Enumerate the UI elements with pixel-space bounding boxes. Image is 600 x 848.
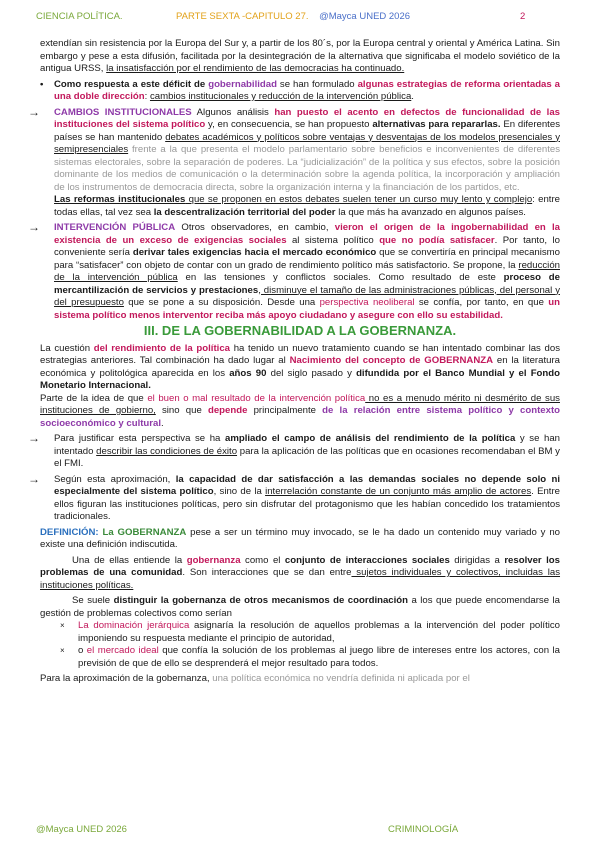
arrow-icon: → xyxy=(28,220,40,234)
text: que se convertiría en principal mecanismo para “satisfacer” con objeto de contar con un grado de rendimiento político más satisfactorio. Se propone, la xyxy=(54,247,561,271)
arrow-icon: → xyxy=(28,104,40,119)
text: para la aplicación de las políticas que en ocasiones recomendaban el BM y el FMI. xyxy=(54,445,560,469)
text-bold: proceso de mercantilización de servicios y prestaciones xyxy=(54,272,560,296)
highlight-depende: depende xyxy=(207,405,248,416)
text: Otros observadores, en cambio, xyxy=(175,222,335,233)
term-gobernabilidad: gobernabilidad xyxy=(208,78,277,90)
text: . Entre ellos figuran las instituciones políticas, pero sin disfrutar del protagonismo que les habían concedido los tratamientos tradicionales. xyxy=(54,486,560,522)
cross-icon: × xyxy=(60,621,65,630)
text: , sino de la xyxy=(213,486,266,497)
text-grey: una política económica no vendría definida ni aplicada por el xyxy=(212,673,470,684)
text: se han formulado xyxy=(276,78,358,90)
text: . Son interacciones que se dan entre xyxy=(182,567,352,578)
list-item-hierarchy xyxy=(40,620,560,645)
text: ha tenido un nuevo tratamiento cuando se han intentado combinar las dos estrategias anteriores. Tal combinación ha dado lugar al xyxy=(40,342,560,366)
text-underlined: describir las condiciones de éxito xyxy=(96,445,238,457)
bullet-icon: • xyxy=(40,78,44,90)
highlight-neoliberal: perspectiva neoliberal xyxy=(319,297,415,308)
text: Para justificar esta perspectiva se ha xyxy=(54,433,225,444)
text-underlined: , disminuye el tamaño de las administraciones públicas, del personal y del presupuesto xyxy=(54,284,560,308)
paragraph-interactions xyxy=(40,555,560,593)
bullet-response xyxy=(40,79,560,104)
text: . Por tanto, lo conveniente sería xyxy=(54,234,560,258)
highlight-rendimiento: del rendimiento de la política xyxy=(93,342,231,354)
term-gobernanza: GOBERNANZA xyxy=(424,355,494,366)
highlight-nacimiento: Nacimiento del concepto de xyxy=(289,355,421,366)
paragraph-idea xyxy=(40,393,560,431)
text: Se suele xyxy=(72,595,114,606)
arrow-item-justify xyxy=(28,431,561,471)
text-underlined: cambios institucionales y reducción de la intervención pública xyxy=(149,91,412,102)
highlight-system: un sistema político menos interventor reciba más apoyo ciudadano y asegure con ello su estabilidad. xyxy=(54,297,560,321)
page-body xyxy=(28,38,561,686)
paragraph-distinguish xyxy=(40,595,560,620)
highlight-mercado: el mercado ideal xyxy=(86,645,159,656)
text: que confía la solución de los problemas al juego libre de intereses entre los actores, con la previsión de que de ello se desprenderá el mejor resultado para todos. xyxy=(78,645,560,669)
text-underlined: interrelación constante de un conjunto más amplio de actores xyxy=(265,486,532,497)
text: Para la aproximación de la gobernanza, xyxy=(40,673,213,684)
text: Una de ellas entiende la xyxy=(72,554,187,566)
text-bold: la descentralización territorial del poder xyxy=(153,206,336,218)
text: extendían sin resistencia por la Europa del Sur y, a partir de los 80´s, por la Europa central y oriental y América Latina. Sin embargo y pese a esta difusión, facilitada por la desintegración de la alternativa que significaba el modelo soviético de la antigua URSS, xyxy=(40,38,560,74)
highlight-unsatisfied: que no podía satisfacer xyxy=(379,234,495,246)
text: Algunos análisis xyxy=(191,106,275,118)
text: en las tensiones y conflictos sociales. Como resultado de este xyxy=(177,272,504,283)
text: . xyxy=(161,417,164,429)
text: o xyxy=(78,645,87,656)
text: principalmente xyxy=(247,405,323,416)
text: sino que xyxy=(155,405,208,416)
text: como el xyxy=(240,554,285,566)
header-subject: CIENCIA POLÍTICA. xyxy=(36,11,123,22)
text: dirigidas a xyxy=(449,554,505,566)
arrow-icon: → xyxy=(28,471,40,486)
text-underlined: la insatisfacción por el rendimiento de las democracias ha continuado. xyxy=(106,63,405,74)
text-underlined: no es a menudo mérito ni desmérito de sus instituciones de gobierno, xyxy=(40,392,560,416)
arrow-item-approach xyxy=(28,471,561,524)
text: la que más ha avanzado en algunos países. xyxy=(335,206,526,218)
text: : xyxy=(144,91,150,102)
highlight-relacion: de la relación entre sistema político y contexto socioeconómico y cultural xyxy=(40,405,560,429)
text: Según esta aproximación, xyxy=(54,473,176,485)
footer-author: @Mayca UNED 2026 xyxy=(36,824,127,835)
text-grey: frente a la que presenta el modelo parlamentario sobre beneficios e inconvenientes de diferentes sistemas electorales, sobre la separación de poderes. La “judicialización” de la política y sus efectos, sobre la posición dominante de los medios de comunicación o la determinación sobre la agenda política, la incorporación y ampliación de los instrumentos de democracia directa, sobre la organización interna y la financiación de los partidos, etc. xyxy=(54,144,560,193)
text-bold: conjunto de interacciones sociales xyxy=(284,554,450,566)
text: y se han intentado xyxy=(54,433,561,457)
text: a los que puede encomendarse la gestión de problemas colectivos como serían xyxy=(40,595,560,619)
text: se confía, por tanto, en que xyxy=(414,297,549,308)
list-item-market xyxy=(40,645,560,670)
text-bold: resolver los problemas de una comunidad xyxy=(40,554,560,578)
footer-subject: CRIMINOLOGÍA xyxy=(388,824,459,835)
paragraph-definition xyxy=(40,527,560,552)
text-bold: la capacidad de dar satisfacción a las demandas sociales no depende solo ni especialmente del sistema político xyxy=(54,473,561,497)
arrow-item-institutional xyxy=(28,104,560,220)
text: Parte de la idea de que xyxy=(40,392,148,404)
text-underlined: debates académicos y políticos sobre ventajas y desventajas de los modelos presenciales y semipresenciales xyxy=(54,131,560,155)
text-bold: derivar tales exigencias hacia el mercado económico xyxy=(132,247,377,258)
header-chapter xyxy=(176,11,410,22)
subheading-cambios: CAMBIOS INSTITUCIONALES xyxy=(54,106,192,118)
text: En diferentes países se han mantenido xyxy=(54,119,560,143)
label-definicion: DEFINICIÓN: xyxy=(40,526,103,538)
text-bold-underlined: Las reformas institucionales xyxy=(54,194,186,205)
text: del siglo pasado y xyxy=(266,367,357,379)
text-underlined: sujetos individuales y colectivos, incluidas las instituciones políticas. xyxy=(40,567,561,591)
text-bold: alternativas para repararlas. xyxy=(372,119,501,130)
highlight-resultado: el buen o mal resultado de la intervención política xyxy=(147,392,366,404)
subheading-intervencion: INTERVENCIÓN PÚBLICA xyxy=(54,222,176,233)
text: La cuestión xyxy=(40,342,94,354)
highlight-strategies: algunas estrategias de reforma orientadas a una doble dirección xyxy=(54,78,561,102)
arrow-icon: → xyxy=(28,431,40,445)
text: : entre todas ellas, tal vez sea xyxy=(54,194,560,218)
highlight-origin: vieron el origen de la ingobernabilidad en la existencia de un exceso de exigencias sociales xyxy=(54,222,561,246)
text-underlined: que se proponen en estos debates suelen tener un curso muy lento y complejo xyxy=(185,194,533,205)
paragraph-intro xyxy=(40,38,560,76)
highlight-defects: han puesto el acento en defectos de funcionalidad de las instituciones del sistema político xyxy=(54,106,560,130)
text: al sistema político xyxy=(286,234,380,246)
header-author: @Mayca UNED 2026 xyxy=(319,11,411,22)
text: que se pone a su disposición. Desde una xyxy=(123,297,320,308)
highlight-dominacion: La dominación jerárquica xyxy=(78,620,190,631)
text: pese a ser un término muy invocado, se le ha dado un contenido muy variado y no existe una definición indiscutida. xyxy=(40,526,560,550)
text-bold: años 90 xyxy=(229,367,267,379)
paragraph-gobernanza-origin xyxy=(40,343,560,393)
term-la-gobernanza: La GOBERNANZA xyxy=(102,526,187,538)
text: y, en consecuencia, se han propuesto xyxy=(205,119,373,130)
page-number: 2 xyxy=(520,11,526,22)
term-gobernanza: gobernanza xyxy=(186,554,241,566)
text-bold: distinguir la gobernanza de otros mecanismos de coordinación xyxy=(113,595,409,606)
header-part: PARTE SEXTA -CAPITULO 27. xyxy=(176,11,309,22)
cross-icon: × xyxy=(60,646,65,655)
arrow-item-public-intervention xyxy=(28,220,561,322)
text-bold: ampliado el campo de análisis del rendimiento de la política xyxy=(225,433,516,444)
section-title: III. DE LA GOBERNABILIDAD A LA GOBERNANZA. xyxy=(143,323,457,338)
text: asignaría la resolución de aquellos problemas a la intervención del poder político imponiendo su respuesta mediante el principio de autoridad, xyxy=(78,620,560,644)
text-bold: difundida por el Banco Mundial y el Fondo Monetario Internacional. xyxy=(40,367,560,391)
text: Como respuesta a este déficit de xyxy=(54,78,209,90)
text: en la literatura económica y politológica aparecida en los xyxy=(40,355,560,379)
paragraph-approach-end xyxy=(40,673,560,686)
text-underlined: reducción de la intervención pública xyxy=(54,259,560,283)
text: . xyxy=(411,91,414,102)
